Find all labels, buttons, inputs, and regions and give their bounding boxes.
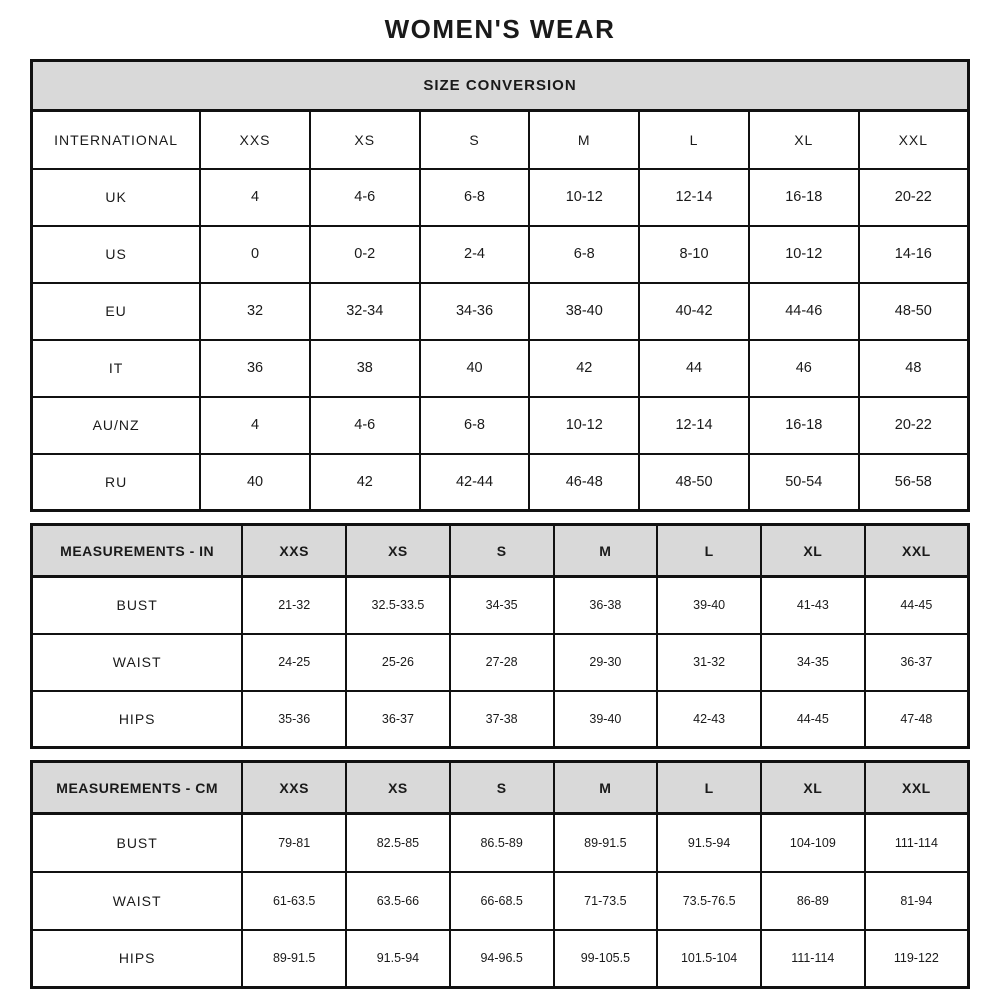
- row-label: WAIST: [32, 634, 243, 691]
- value-cell: 79-81: [242, 814, 346, 872]
- size-column-header: XL: [761, 762, 865, 814]
- value-cell: 4: [200, 397, 310, 454]
- value-cell: 101.5-104: [657, 930, 761, 988]
- size-conversion-band-row: [32, 61, 969, 111]
- table-row: [32, 691, 969, 748]
- value-cell: 36-37: [346, 691, 450, 748]
- value-cell: 16-18: [749, 397, 859, 454]
- table-row: [32, 454, 969, 511]
- value-cell: 86-89: [761, 872, 865, 930]
- size-column-header: XS: [310, 111, 420, 169]
- value-cell: 66-68.5: [450, 872, 554, 930]
- value-cell: 71-73.5: [554, 872, 658, 930]
- row-label: RU: [32, 454, 201, 511]
- value-cell: 37-38: [450, 691, 554, 748]
- value-cell: 46-48: [529, 454, 639, 511]
- value-cell: 50-54: [749, 454, 859, 511]
- value-cell: 104-109: [761, 814, 865, 872]
- value-cell: 91.5-94: [657, 814, 761, 872]
- value-cell: 6-8: [420, 397, 530, 454]
- value-cell: 111-114: [761, 930, 865, 988]
- value-cell: 34-35: [761, 634, 865, 691]
- size-column-header: M: [529, 111, 639, 169]
- value-cell: 38-40: [529, 283, 639, 340]
- size-column-header: L: [657, 762, 761, 814]
- value-cell: 12-14: [639, 169, 749, 226]
- value-cell: 89-91.5: [554, 814, 658, 872]
- table-row: [32, 397, 969, 454]
- value-cell: 73.5-76.5: [657, 872, 761, 930]
- value-cell: 48-50: [859, 283, 969, 340]
- value-cell: 40: [200, 454, 310, 511]
- value-cell: 94-96.5: [450, 930, 554, 988]
- table-row: [32, 634, 969, 691]
- value-cell: 63.5-66: [346, 872, 450, 930]
- size-conversion-header-label: INTERNATIONAL: [32, 111, 201, 169]
- table-row: [32, 930, 969, 988]
- value-cell: 40: [420, 340, 530, 397]
- table-row: [32, 226, 969, 283]
- size-column-header: M: [554, 762, 658, 814]
- measurements-in-body: [32, 577, 969, 748]
- measurements-cm-table: [30, 760, 970, 989]
- value-cell: 56-58: [859, 454, 969, 511]
- value-cell: 4-6: [310, 169, 420, 226]
- size-column-header: XXS: [242, 762, 346, 814]
- table-row: [32, 577, 969, 634]
- value-cell: 34-36: [420, 283, 530, 340]
- value-cell: 39-40: [657, 577, 761, 634]
- value-cell: 10-12: [749, 226, 859, 283]
- table-row: [32, 283, 969, 340]
- value-cell: 21-32: [242, 577, 346, 634]
- size-column-header: XL: [749, 111, 859, 169]
- size-column-header: XS: [346, 525, 450, 577]
- size-column-header: XL: [761, 525, 865, 577]
- size-column-header: S: [420, 111, 530, 169]
- value-cell: 32.5-33.5: [346, 577, 450, 634]
- measurements-in-table: [30, 523, 970, 749]
- row-label: HIPS: [32, 930, 243, 988]
- value-cell: 32: [200, 283, 310, 340]
- value-cell: 46: [749, 340, 859, 397]
- value-cell: 82.5-85: [346, 814, 450, 872]
- value-cell: 20-22: [859, 169, 969, 226]
- value-cell: 99-105.5: [554, 930, 658, 988]
- row-label: WAIST: [32, 872, 243, 930]
- value-cell: 44: [639, 340, 749, 397]
- row-label: BUST: [32, 577, 243, 634]
- value-cell: 32-34: [310, 283, 420, 340]
- value-cell: 61-63.5: [242, 872, 346, 930]
- value-cell: 41-43: [761, 577, 865, 634]
- value-cell: 42-44: [420, 454, 530, 511]
- value-cell: 24-25: [242, 634, 346, 691]
- size-column-header: M: [554, 525, 658, 577]
- row-label: AU/NZ: [32, 397, 201, 454]
- value-cell: 36-38: [554, 577, 658, 634]
- value-cell: 0-2: [310, 226, 420, 283]
- size-conversion-body: [32, 169, 969, 511]
- value-cell: 25-26: [346, 634, 450, 691]
- size-column-header: XXL: [865, 762, 969, 814]
- value-cell: 8-10: [639, 226, 749, 283]
- value-cell: 35-36: [242, 691, 346, 748]
- table-row: [32, 814, 969, 872]
- size-column-header: XS: [346, 762, 450, 814]
- value-cell: 16-18: [749, 169, 859, 226]
- value-cell: 39-40: [554, 691, 658, 748]
- size-column-header: XXL: [859, 111, 969, 169]
- size-column-header: L: [639, 111, 749, 169]
- value-cell: 6-8: [420, 169, 530, 226]
- row-label: EU: [32, 283, 201, 340]
- value-cell: 31-32: [657, 634, 761, 691]
- measurements-cm-header-label: MEASUREMENTS - CM: [32, 762, 243, 814]
- value-cell: 10-12: [529, 169, 639, 226]
- value-cell: 29-30: [554, 634, 658, 691]
- row-label: IT: [32, 340, 201, 397]
- table-row: [32, 169, 969, 226]
- value-cell: 4-6: [310, 397, 420, 454]
- size-column-header: S: [450, 525, 554, 577]
- value-cell: 42-43: [657, 691, 761, 748]
- size-column-header: S: [450, 762, 554, 814]
- value-cell: 36: [200, 340, 310, 397]
- value-cell: 20-22: [859, 397, 969, 454]
- row-label: US: [32, 226, 201, 283]
- value-cell: 0: [200, 226, 310, 283]
- value-cell: 119-122: [865, 930, 969, 988]
- value-cell: 86.5-89: [450, 814, 554, 872]
- value-cell: 89-91.5: [242, 930, 346, 988]
- size-column-header: L: [657, 525, 761, 577]
- measurements-cm-header-row: [32, 762, 969, 814]
- size-conversion-header-row: [32, 111, 969, 169]
- row-label: HIPS: [32, 691, 243, 748]
- value-cell: 27-28: [450, 634, 554, 691]
- size-conversion-title: SIZE CONVERSION: [32, 61, 969, 111]
- row-label: UK: [32, 169, 201, 226]
- size-conversion-table: [30, 59, 970, 512]
- value-cell: 10-12: [529, 397, 639, 454]
- table-row: [32, 872, 969, 930]
- value-cell: 40-42: [639, 283, 749, 340]
- value-cell: 4: [200, 169, 310, 226]
- measurements-cm-body: [32, 814, 969, 988]
- value-cell: 48: [859, 340, 969, 397]
- value-cell: 42: [310, 454, 420, 511]
- value-cell: 48-50: [639, 454, 749, 511]
- value-cell: 38: [310, 340, 420, 397]
- table-row: [32, 340, 969, 397]
- value-cell: 111-114: [865, 814, 969, 872]
- value-cell: 34-35: [450, 577, 554, 634]
- value-cell: 42: [529, 340, 639, 397]
- value-cell: 44-45: [865, 577, 969, 634]
- value-cell: 12-14: [639, 397, 749, 454]
- value-cell: 47-48: [865, 691, 969, 748]
- value-cell: 2-4: [420, 226, 530, 283]
- size-column-header: XXS: [200, 111, 310, 169]
- size-column-header: XXL: [865, 525, 969, 577]
- value-cell: 6-8: [529, 226, 639, 283]
- size-column-header: XXS: [242, 525, 346, 577]
- value-cell: 14-16: [859, 226, 969, 283]
- measurements-in-header-label: MEASUREMENTS - IN: [32, 525, 243, 577]
- value-cell: 91.5-94: [346, 930, 450, 988]
- value-cell: 81-94: [865, 872, 969, 930]
- row-label: BUST: [32, 814, 243, 872]
- value-cell: 36-37: [865, 634, 969, 691]
- value-cell: 44-45: [761, 691, 865, 748]
- page-title: WOMEN'S WEAR: [384, 14, 616, 44]
- measurements-in-header-row: [32, 525, 969, 577]
- value-cell: 44-46: [749, 283, 859, 340]
